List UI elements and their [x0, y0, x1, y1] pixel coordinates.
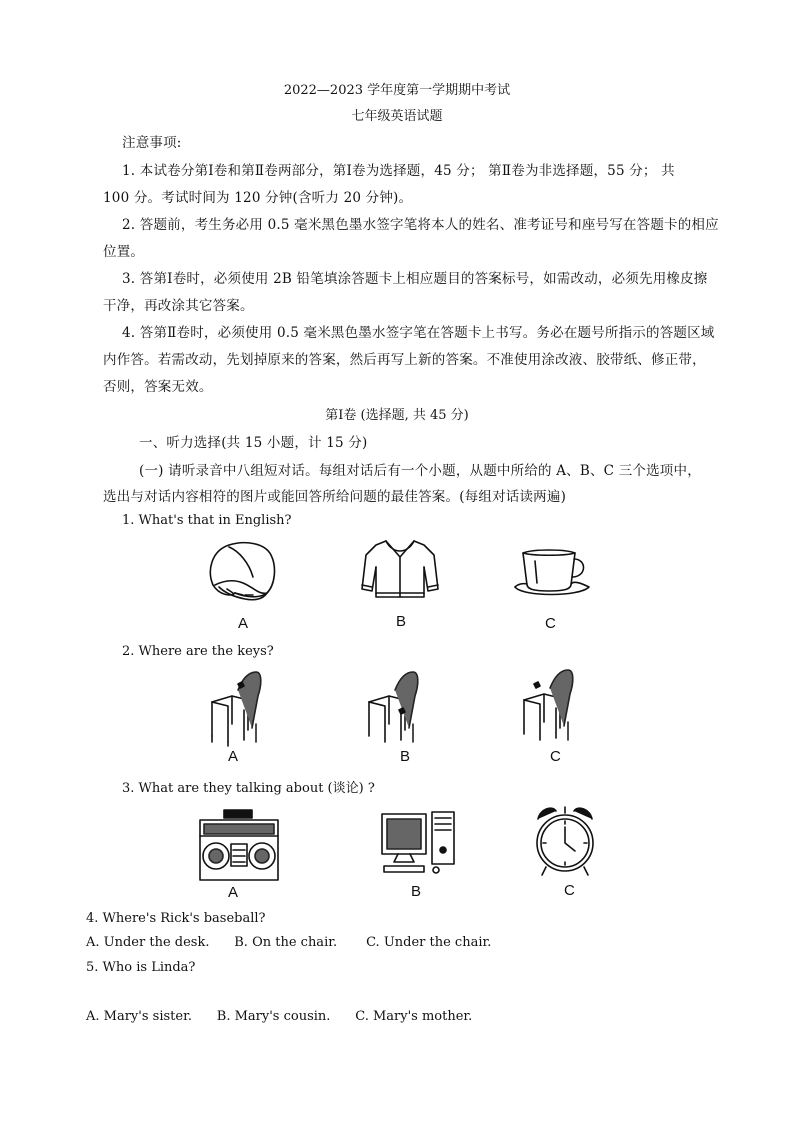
- exam-title: 2022—2023 学年度第一学期期中考试: [283, 83, 511, 98]
- question-1: 1. What's that in English?: [122, 513, 292, 528]
- notice-line: 2. 答题前，考生务必用 0.5 毫米黑色墨水签字笔将本人的姓名、准考证号和座号写在答题卡的相应: [122, 217, 719, 233]
- question-2: 2. Where are the keys?: [122, 644, 274, 659]
- option-label: C: [545, 615, 556, 632]
- notice-line: 1. 本试卷分第Ⅰ卷和第Ⅱ卷两部分，第Ⅰ卷为选择题，45 分； 第Ⅱ卷为非选择题，55 分； 共: [122, 163, 675, 179]
- option-label: C: [550, 748, 561, 765]
- option-label: A: [238, 615, 249, 632]
- desk-chair-keys-c-icon: [520, 664, 582, 746]
- section-heading: 一、听力选择(共 15 小题，计 15 分): [139, 435, 368, 451]
- option-label: C: [564, 882, 575, 899]
- cup-icon: [513, 547, 591, 601]
- question-4-choices: A. Under the desk. B. On the chair. C. Under the chair.: [86, 935, 492, 950]
- question-3: 3. What are they talking about (谈论) ?: [122, 781, 375, 796]
- part1-heading: 第Ⅰ卷 (选择题, 共 45 分): [325, 408, 469, 423]
- notice-line: 4. 答第Ⅱ卷时，必须使用 0.5 毫米黑色墨水签字笔在答题卡上书写。务必在题号所指示的答题区域: [122, 325, 715, 341]
- notice-line: 3. 答第Ⅰ卷时，必须使用 2B 铅笔填涂答题卡上相应题目的答案标号，如需改动，必须先用橡皮擦: [122, 271, 708, 287]
- exam-subtitle: 七年级英语试题: [351, 109, 443, 124]
- notice-line: 内作答。若需改动，先划掉原来的答案，然后再写上新的答案。不准使用涂改液、胶带纸、修正带，: [103, 352, 706, 368]
- notice-line: 否则，答案无效。: [103, 379, 213, 395]
- option-label: B: [396, 613, 407, 630]
- notice-heading: 注意事项:: [122, 135, 182, 151]
- notice-line: 位置。: [103, 244, 145, 260]
- alarm-clock-icon: [530, 803, 600, 879]
- question-4: 4. Where's Rick's baseball?: [86, 911, 266, 926]
- option-label: B: [400, 748, 411, 765]
- computer-icon: [380, 810, 460, 876]
- jacket-icon: [358, 537, 442, 603]
- option-label: B: [411, 883, 422, 900]
- cap-icon: [205, 541, 281, 607]
- desk-chair-keys-a-icon: [208, 666, 270, 748]
- question-5-choices: A. Mary's sister. B. Mary's cousin. C. Mary's mother.: [86, 1009, 473, 1024]
- notice-line: 100 分。考试时间为 120 分钟(含听力 20 分钟)。: [103, 190, 413, 206]
- desk-chair-keys-b-icon: [365, 666, 427, 748]
- option-label: A: [228, 884, 239, 901]
- instruction-line: (一) 请听录音中八组短对话。每组对话后有一个小题，从题中所给的 A、B、C 三个选项中，: [139, 463, 701, 479]
- instruction-line: 选出与对话内容相符的图片或能回答所给问题的最佳答案。(每组对话读两遍): [103, 489, 567, 505]
- option-label: A: [228, 748, 239, 765]
- notice-line: 干净，再改涂其它答案。: [103, 298, 254, 314]
- question-5: 5. Who is Linda?: [86, 960, 196, 975]
- radio-icon: [198, 808, 280, 882]
